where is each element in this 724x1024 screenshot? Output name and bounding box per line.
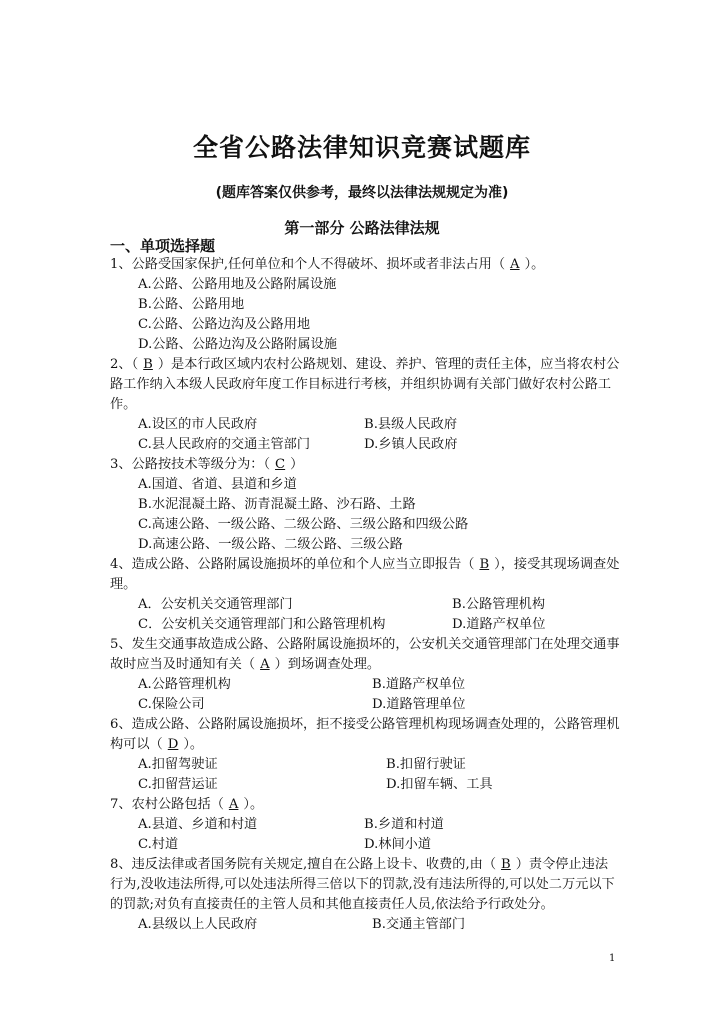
question-7 xyxy=(110,795,620,855)
option-b: B.县级人民政府 xyxy=(364,417,458,432)
option-a: A.扣留驾驶证 xyxy=(138,757,218,772)
question-text: 3、公路按技术等级分为：（ C ） xyxy=(110,457,304,472)
option-a: A．公安机关交通管理部门 xyxy=(138,597,293,612)
document-subtitle: (题库答案仅供参考，最终以法律法规规定为准) xyxy=(215,185,509,201)
question-text: 7、农村公路包括（ A ）。 xyxy=(110,797,264,812)
option-d: D.道路产权单位 xyxy=(452,617,546,632)
option-a: A.县级以上人民政府 xyxy=(138,917,258,932)
question-4 xyxy=(110,555,620,635)
question-text: 5、发生交通事故造成公路、公路附属设施损坏的，公安机关交通管理部门在处理交通事故时应当及时通知有关（ A ）到场调查处理。 xyxy=(110,637,620,672)
option-c: C.保险公司 xyxy=(138,697,205,712)
option-a: A.县道、乡道和村道 xyxy=(138,817,258,832)
option-c: C.扣留营运证 xyxy=(138,777,218,792)
option-b: B.道路产权单位 xyxy=(372,677,466,692)
question-1 xyxy=(110,255,620,355)
question-8 xyxy=(110,855,620,935)
option-d: D.公路、公路边沟及公路附属设施 xyxy=(138,337,337,352)
option-b: B.公路管理机构 xyxy=(452,597,546,612)
option-d: D.道路管理单位 xyxy=(372,697,466,712)
question-text: 8、违反法律或者国务院有关规定,擅自在公路上设卡、收费的,由（ B ）责令停止违法行为,没收违法所得,可以处违法所得三倍以下的罚款,没有违法所得的,可以处二万元以下的罚款;对负有直接责任的主管人员和其他直接责任人员,依法给予行政处分。 xyxy=(110,857,615,912)
option-b: B.公路、公路用地 xyxy=(138,297,245,312)
option-c: C.高速公路、一级公路、二级公路、三级公路和四级公路 xyxy=(138,517,469,532)
question-text: 4、造成公路、公路附属设施损坏的单位和个人应当立即报告（ B ），接受其现场调查处理。 xyxy=(110,557,620,592)
option-c: C.村道 xyxy=(138,837,179,852)
page-number: 1 xyxy=(609,953,616,964)
option-d: D.高速公路、一级公路、二级公路、三级公路 xyxy=(138,537,403,552)
answer-blank: B xyxy=(143,357,153,372)
answer-blank: A xyxy=(228,797,239,812)
option-b: B.水泥混凝土路、沥青混凝土路、沙石路、土路 xyxy=(138,497,416,512)
option-b: B.乡道和村道 xyxy=(364,817,444,832)
answer-blank: D xyxy=(167,737,179,752)
part-heading: 第一部分 公路法律法规 xyxy=(284,219,440,237)
option-b: B.交通主管部门 xyxy=(372,917,466,932)
option-a: A.公路、公路用地及公路附属设施 xyxy=(138,277,337,292)
option-a: A.国道、省道、县道和乡道 xyxy=(138,477,297,492)
answer-blank: B xyxy=(479,557,490,572)
option-a: A.公路管理机构 xyxy=(138,677,231,692)
option-d: D.林间小道 xyxy=(364,837,432,852)
question-3 xyxy=(110,455,620,555)
answer-blank: C xyxy=(275,457,286,472)
option-c: C.公路、公路边沟及公路用地 xyxy=(138,317,311,332)
question-text: 2、（ B ）是本行政区域内农村公路规划、建设、养护、管理的责任主体，应当将农村公路工作纳入本级人民政府年度工作目标进行考核，并组织协调有关部门做好农村公路工作。 xyxy=(110,357,620,412)
question-5 xyxy=(110,635,620,715)
option-c: C.县人民政府的交通主管部门 xyxy=(138,437,311,452)
section-heading: 一、单项选择题 xyxy=(110,237,216,255)
question-text: 1、公路受国家保护,任何单位和个人不得破坏、损坏或者非法占用（ A ）。 xyxy=(110,257,545,272)
option-c: C．公安机关交通管理部门和公路管理机构 xyxy=(138,617,386,632)
answer-blank: B xyxy=(501,857,511,872)
answer-blank: A xyxy=(260,657,270,672)
answer-blank: A xyxy=(510,257,520,272)
question-6 xyxy=(110,715,620,795)
question-list xyxy=(110,255,620,935)
option-a: A.设区的市人民政府 xyxy=(138,417,258,432)
option-d: D.乡镇人民政府 xyxy=(364,437,458,452)
question-2 xyxy=(110,355,620,455)
option-b: B.扣留行驶证 xyxy=(386,757,466,772)
document-title: 全省公路法律知识竞赛试题库 xyxy=(192,133,531,162)
question-text: 6、造成公路、公路附属设施损坏，拒不接受公路管理机构现场调查处理的，公路管理机构可以（ D ）。 xyxy=(110,717,620,752)
option-d: D.扣留车辆、工具 xyxy=(386,777,493,792)
